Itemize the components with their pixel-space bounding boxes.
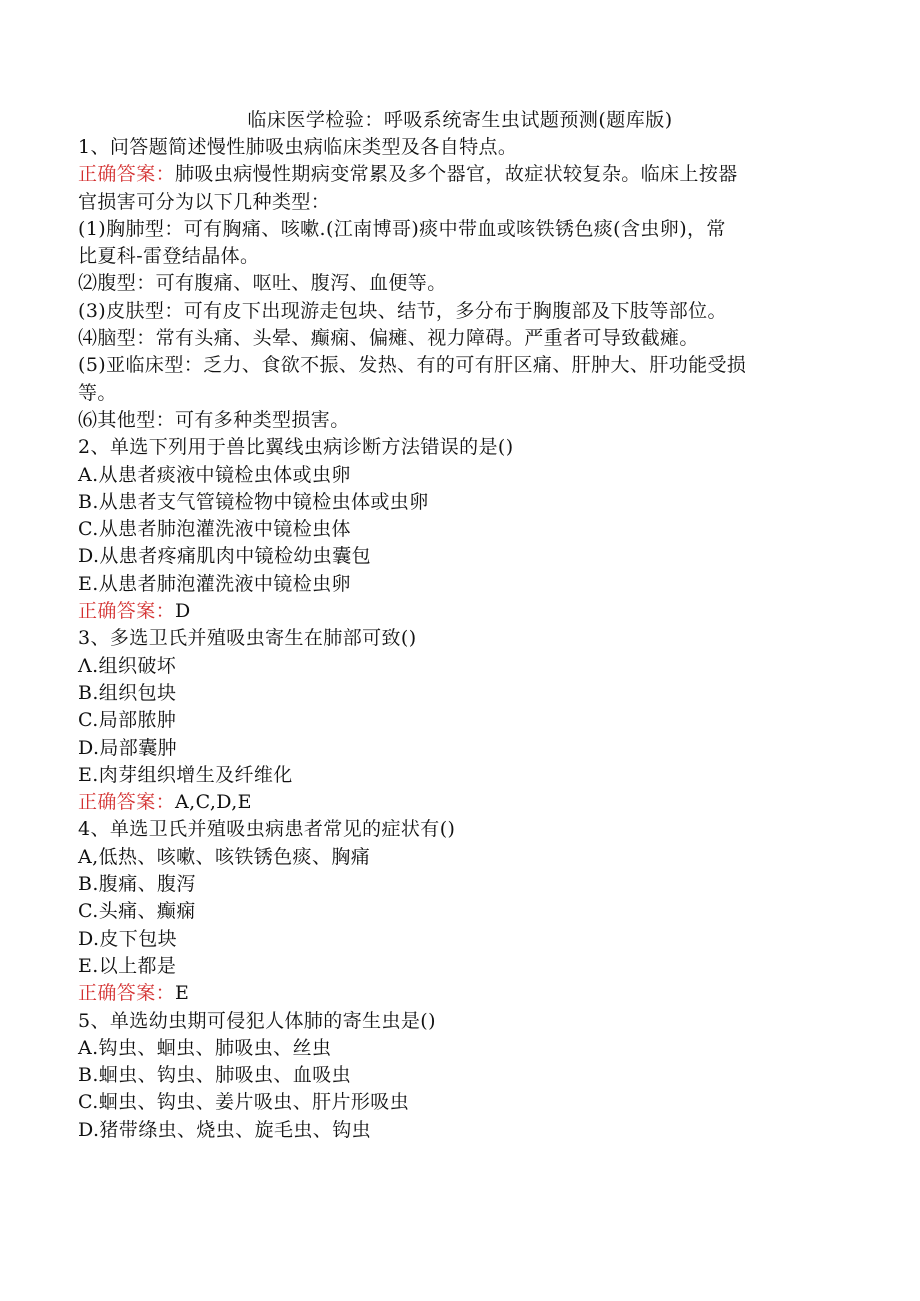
answer-value: E [175, 982, 190, 1005]
detail-line: (3)皮肤型：可有皮下出现游走包块、结节，多分布于胸腹部及下肢等部位。 [78, 299, 727, 322]
answer-line [78, 980, 838, 1007]
answer-text: 肺吸虫病慢性期病变常累及多个器官，故症状较复杂。临床上按器 [175, 163, 738, 186]
option-item: D.局部囊肿 [78, 736, 177, 759]
document-body [78, 134, 838, 1144]
answer-label: 正确答案： [78, 791, 176, 814]
option-item: D.猪带绦虫、烧虫、旋毛虫、钩虫 [78, 1118, 371, 1141]
option-item: Λ.组织破坏 [78, 654, 177, 677]
question-stem: 1、问答题简述慢性肺吸虫病临床类型及各自特点。 [78, 136, 518, 158]
answer-label: 正确答案： [78, 982, 176, 1005]
document-title: 临床医学检验：呼吸系统寄生虫试题预测(题库版) [247, 109, 673, 131]
option-item: E.肉芽组织增生及纤维化 [78, 763, 293, 786]
option-item: E.从患者肺泡灌洗液中镜检虫卵 [78, 572, 351, 595]
answer-label: 正确答案： [78, 163, 176, 186]
question-stem: 3、多选卫氏并殖吸虫寄生在肺部可致() [78, 627, 417, 650]
detail-line: ⑵腹型：可有腹痛、呕吐、腹泻、血便等。 [78, 272, 447, 295]
option-item: C.头痛、癫痫 [78, 900, 196, 923]
option-item: E.以上都是 [78, 954, 177, 977]
option-item: C.蛔虫、钩虫、姜片吸虫、肝片形吸虫 [78, 1091, 410, 1114]
detail-line: 比夏科-雷登结晶体。 [78, 245, 260, 268]
detail-line: 等。 [78, 381, 117, 404]
option-item: A.从患者痰液中镜检虫体或虫卵 [78, 463, 351, 486]
detail-line: ⑹其他型：可有多种类型损害。 [78, 408, 350, 431]
option-item: B.腹痛、腹泻 [78, 873, 196, 896]
option-item: D.从患者疼痛肌肉中镜检幼虫囊包 [78, 545, 371, 568]
answer-line [78, 161, 838, 188]
question-stem: 5、单选幼虫期可侵犯人体肺的寄生虫是() [78, 1009, 436, 1032]
option-item: B.从患者支气管镜检物中镜检虫体或虫卵 [78, 490, 429, 513]
option-item: C.从患者肺泡灌洗液中镜检虫体 [78, 518, 351, 541]
option-item: C.局部脓肿 [78, 709, 177, 732]
answer-label: 正确答案： [78, 600, 176, 623]
answer-line [78, 598, 838, 625]
question-stem: 2、单选下列用于兽比翼线虫病诊断方法错误的是() [78, 436, 514, 459]
detail-line: (1)胸肺型：可有胸痛、咳嗽.(江南博哥)痰中带血或咳铁锈色痰(含虫卵)，常 [78, 217, 726, 240]
detail-line: ⑷脑型：常有头痛、头晕、癫痫、偏瘫、视力障碍。严重者可导致截瘫。 [78, 327, 699, 350]
option-item: B.组织包块 [78, 681, 177, 704]
answer-text-continued: 官损害可分为以下几种类型： [78, 190, 331, 213]
option-item: A.钩虫、蛔虫、肺吸虫、丝虫 [78, 1036, 332, 1059]
answer-value: A,C,D,E [175, 791, 252, 814]
answer-value: D [175, 600, 191, 623]
question-stem: 4、单选卫氏并殖吸虫病患者常见的症状有() [78, 818, 456, 841]
option-item: D.皮下包块 [78, 927, 177, 950]
answer-line [78, 789, 838, 816]
detail-line: (5)亚临床型：乏力、食欲不振、发热、有的可有肝区痛、肝肿大、肝功能受损 [78, 354, 747, 377]
option-item: A,低热、咳嗽、咳铁锈色痰、胸痛 [78, 845, 371, 868]
option-item: B.蛔虫、钩虫、肺吸虫、血吸虫 [78, 1064, 352, 1087]
